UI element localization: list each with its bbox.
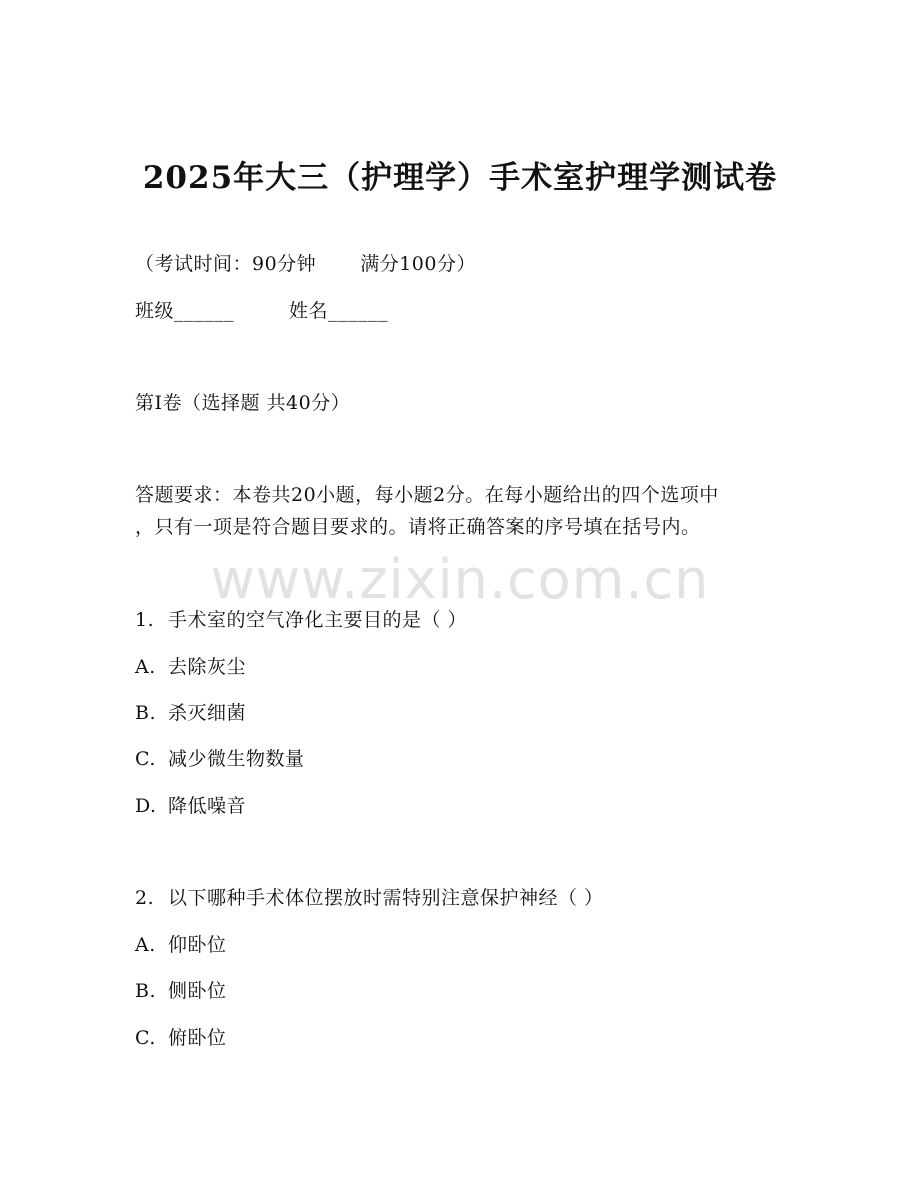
option-text: 减少微生物数量 <box>168 748 305 770</box>
option-text: 侧卧位 <box>168 980 227 1002</box>
option-2a <box>135 930 227 960</box>
instructions-line-1: 答题要求：本卷共20小题，每小题2分。在每小题给出的四个选项中 <box>135 484 719 506</box>
name-field: 姓名______ <box>289 300 389 322</box>
watermark: www.zixin.com.cn <box>210 548 710 611</box>
option-1d <box>135 791 246 821</box>
class-field: 班级______ <box>135 300 235 322</box>
option-1b <box>135 698 246 728</box>
option-letter: B. <box>135 980 157 1002</box>
instructions-line-2: ，只有一项是符合题目要求的。请将正确答案的序号填在括号内。 <box>135 516 701 538</box>
section-title: 第I卷（选择题 共40分） <box>135 392 351 414</box>
option-letter: A. <box>135 934 156 956</box>
question-text: 以下哪种手术体位摆放时需特别注意保护神经（ ） <box>168 887 604 909</box>
option-text: 仰卧位 <box>168 934 227 956</box>
question-1 <box>135 605 467 635</box>
option-text: 俯卧位 <box>168 1027 227 1049</box>
exam-time: （考试时间：90分钟 <box>135 253 317 275</box>
student-fields <box>135 296 388 326</box>
exam-info <box>135 249 476 279</box>
option-text: 去除灰尘 <box>168 656 247 678</box>
page-title: 2025年大三（护理学）手术室护理学测试卷 <box>142 160 778 196</box>
option-letter: B. <box>135 702 157 724</box>
option-letter: A. <box>135 656 156 678</box>
option-2c <box>135 1023 227 1053</box>
exam-full-score: 满分100分） <box>360 253 476 275</box>
option-text: 杀灭细菌 <box>168 702 247 724</box>
question-number: 2. <box>135 887 155 909</box>
option-2b <box>135 976 227 1006</box>
option-letter: C. <box>135 1027 156 1049</box>
option-1c <box>135 744 305 774</box>
option-letter: D. <box>135 795 157 817</box>
question-2 <box>135 883 604 913</box>
option-1a <box>135 652 246 682</box>
option-text: 降低噪音 <box>168 795 247 817</box>
question-number: 1. <box>135 609 155 631</box>
option-letter: C. <box>135 748 156 770</box>
question-text: 手术室的空气净化主要目的是（ ） <box>168 609 468 631</box>
